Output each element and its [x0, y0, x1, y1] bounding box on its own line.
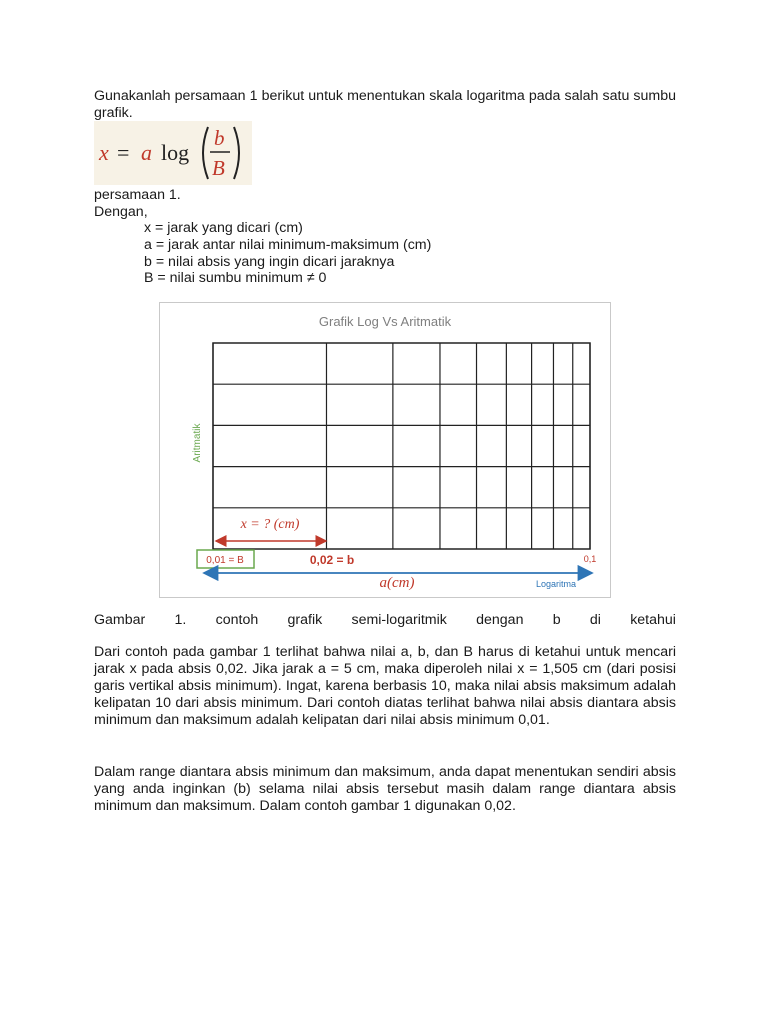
caption-word: ketahui — [630, 612, 676, 628]
dengan-label: Dengan, — [94, 204, 148, 220]
formula-right-paren — [234, 127, 239, 179]
formula-a: a — [141, 140, 152, 165]
formula-left-paren — [203, 127, 208, 179]
paragraph-2: Dalam range diantara absis minimum dan maksimum, anda dapat menentukan sendiri absis yang anda inginkan (b) selama nilai absis tersebut masih dalam range diantara absis minimum dan maksimum. Dalam contoh gambar 1 digunakan 0,02. — [94, 764, 676, 814]
y-axis-label: Aritmatik — [192, 423, 203, 463]
definition-x: x = jarak yang dicari (cm) — [144, 220, 303, 236]
formula-denominator: B — [212, 156, 225, 180]
equation-image — [94, 121, 252, 185]
definition-B: B = nilai sumbu minimum ≠ 0 — [144, 270, 327, 286]
equation-formula — [94, 121, 252, 185]
equation-label: persamaan 1. — [94, 187, 181, 203]
min-label: 0,01 = B — [206, 555, 244, 566]
caption-word: Gambar — [94, 612, 146, 628]
intro-text: Gunakanlah persamaan 1 berikut untuk menentukan skala logaritma pada salah satu sumbu grafik. — [94, 88, 676, 121]
caption-word: dengan — [476, 612, 524, 628]
chart-title: Grafik Log Vs Aritmatik — [318, 314, 452, 329]
caption-word: 1. — [174, 612, 187, 628]
b-label: 0,02 = b — [309, 553, 355, 567]
formula-x: x — [99, 140, 109, 165]
max-label: 0,1 — [583, 554, 597, 564]
caption-word: b — [552, 612, 561, 628]
definition-a: a = jarak antar nilai minimum-maksimum (cm) — [144, 237, 432, 253]
paragraph-1: Dari contoh pada gambar 1 terlihat bahwa nilai a, b, dan B harus di ketahui untuk mencari jarak x pada absis 0,02. Jika jarak a = 5 cm, maka diperoleh nilai x = 1,505 cm (dari posisi garis vertikal absis minimum). Ingat, karena berbasis 10, maka nilai absis maksimum adalah kelipatan 10 dari absis minimum. Dari contoh diatas terlihat bahwa nilai absis diantara absis minimum dan maksimum adalah kelipatan dari nilai absis minimum 0,01. — [94, 644, 676, 728]
caption-word: di — [589, 612, 601, 628]
caption-word: grafik — [287, 612, 323, 628]
a-distance-label: a(cm) — [379, 575, 415, 591]
x-distance-label: x = ? (cm) — [240, 517, 300, 532]
figure-log-vs-arithmetic — [159, 302, 611, 598]
formula-numerator: b — [214, 126, 225, 150]
caption-word: semi-logaritmik — [351, 612, 447, 628]
figure-caption — [94, 612, 676, 629]
definition-b: b = nilai absis yang ingin dicari jaraknya — [144, 254, 395, 270]
formula-log: log — [161, 140, 190, 165]
caption-word: contoh — [215, 612, 259, 628]
x-axis-label: Logaritma — [535, 579, 577, 589]
formula-equals: = — [117, 140, 130, 165]
chart-svg — [160, 303, 610, 597]
